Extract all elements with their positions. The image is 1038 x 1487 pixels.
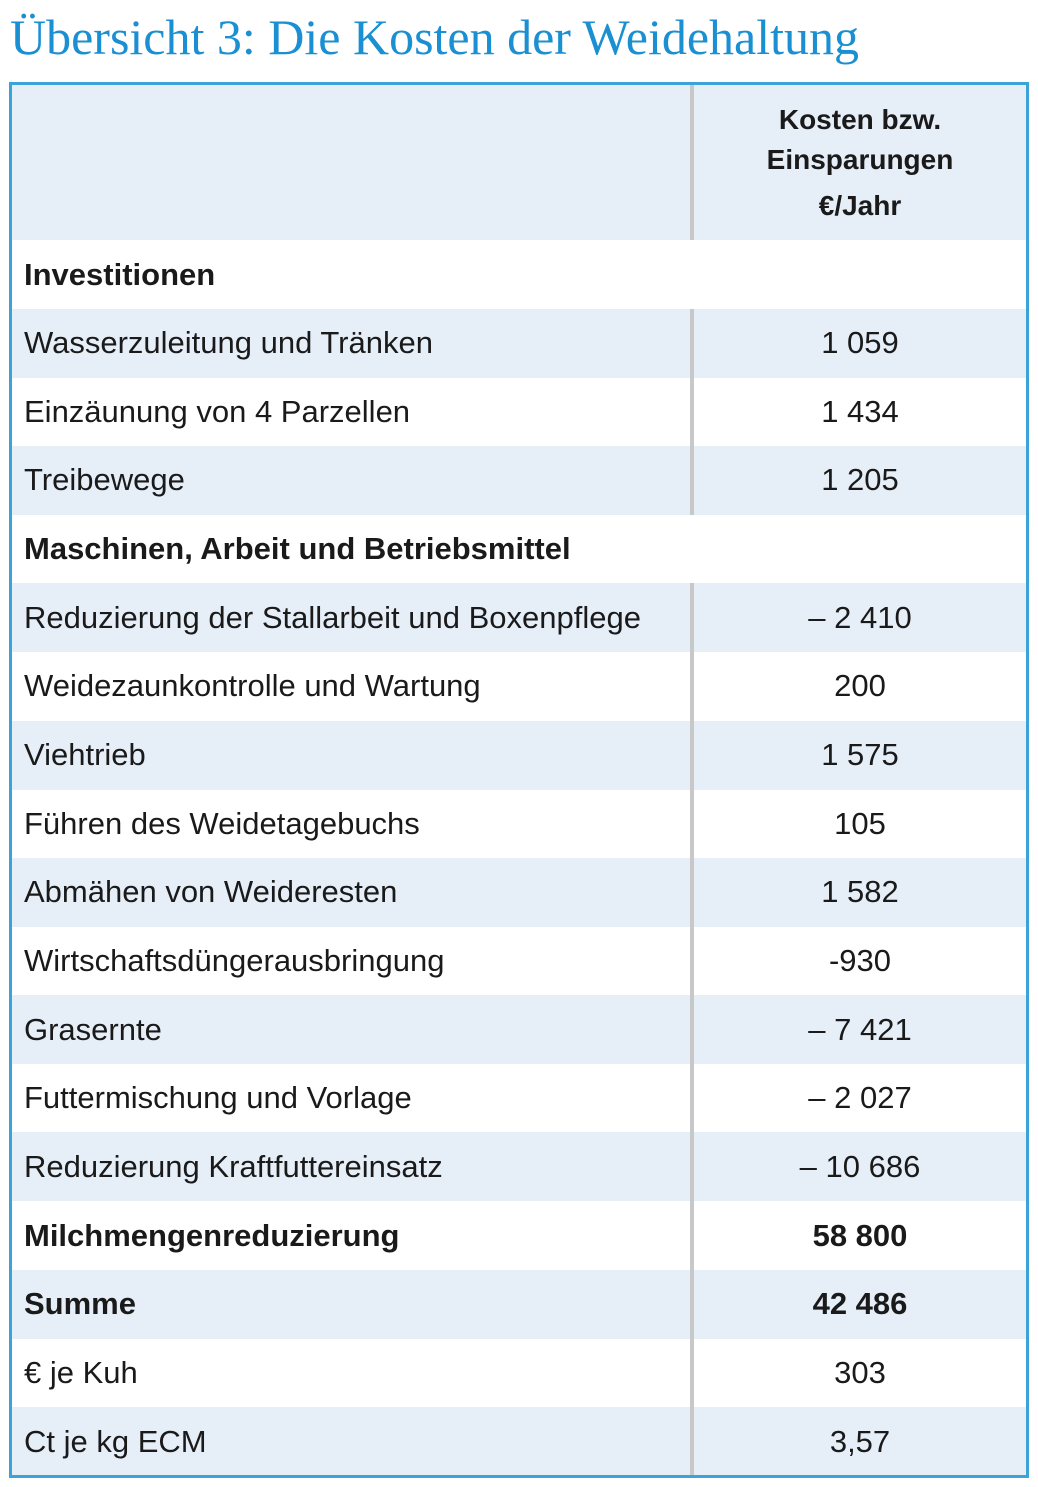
row-value: 42 486: [690, 1270, 1026, 1339]
page-title: Übersicht 3: Die Kosten der Weidehaltung: [10, 9, 859, 65]
row-label: Futtermischung und Vorlage: [24, 1080, 412, 1116]
row-label: Einzäunung von 4 Parzellen: [24, 393, 411, 429]
table-row: [12, 1407, 1026, 1476]
row-value: 303: [690, 1338, 1026, 1407]
table-row: [12, 858, 1026, 927]
table-row: [12, 927, 1026, 996]
header-value-unit: €/Jahr: [818, 189, 902, 221]
row-value: – 10 686: [690, 1132, 1026, 1201]
row-value: 1 205: [690, 446, 1026, 515]
row-value: 1 575: [690, 721, 1026, 790]
row-label: Investitionen: [24, 256, 216, 292]
row-label: Maschinen, Arbeit und Betriebsmittel: [24, 531, 571, 567]
section-row: [12, 240, 1026, 309]
table-row: [12, 377, 1026, 446]
row-value: – 2 027: [690, 1064, 1026, 1133]
row-label: € je Kuh: [24, 1354, 138, 1390]
row-value: 1 582: [690, 858, 1026, 927]
row-label: Wirtschaftsdüngerausbringung: [24, 943, 445, 978]
row-value: [690, 240, 1026, 309]
row-value: – 7 421: [690, 995, 1026, 1064]
row-value: -930: [690, 927, 1026, 996]
header-label-cell: [12, 85, 690, 240]
table-row: [12, 1201, 1026, 1270]
table-row: [12, 721, 1026, 790]
row-label: Milchmengenreduzierung: [24, 1217, 400, 1253]
table-row: [12, 789, 1026, 858]
row-value: 200: [690, 652, 1026, 721]
section-row: [12, 515, 1026, 584]
table-row: [12, 995, 1026, 1064]
row-label: Wasserzuleitung und Tränken: [24, 325, 433, 361]
row-label: Führen des Weidetagebuchs: [24, 805, 420, 841]
row-value: 3,57: [690, 1407, 1026, 1476]
table-row: [12, 1270, 1026, 1339]
table-row: [12, 1132, 1026, 1201]
cost-table: [9, 82, 1029, 1478]
table-row: [12, 309, 1026, 378]
row-value: 58 800: [690, 1201, 1026, 1270]
row-value: [690, 515, 1026, 584]
table-row: [12, 1064, 1026, 1133]
row-label: Treibewege: [24, 462, 185, 498]
row-label: Grasernte: [24, 1011, 162, 1047]
row-label: Viehtrieb: [24, 737, 146, 773]
table-row: [12, 652, 1026, 721]
header-value-cell: [690, 85, 1026, 240]
row-value: 1 434: [690, 377, 1026, 446]
row-label: Abmähen von Weideresten: [24, 874, 398, 910]
row-value: 105: [690, 789, 1026, 858]
row-value: – 2 410: [690, 583, 1026, 652]
row-label: Weidezaunkontrolle und Wartung: [24, 668, 481, 704]
table-row: [12, 446, 1026, 515]
row-label: Reduzierung Kraftfuttereinsatz: [24, 1148, 443, 1184]
row-label: Reduzierung der Stallarbeit und Boxenpflege: [24, 599, 641, 635]
row-label: Ct je kg ECM: [24, 1423, 207, 1459]
table-row: [12, 1338, 1026, 1407]
header-value-line1: Kosten bzw.: [778, 103, 942, 135]
table-header-row: [12, 85, 1026, 240]
header-value-line2: Einsparungen: [766, 143, 954, 175]
row-label: Summe: [24, 1286, 136, 1322]
row-value: 1 059: [690, 309, 1026, 378]
table-row: [12, 583, 1026, 652]
